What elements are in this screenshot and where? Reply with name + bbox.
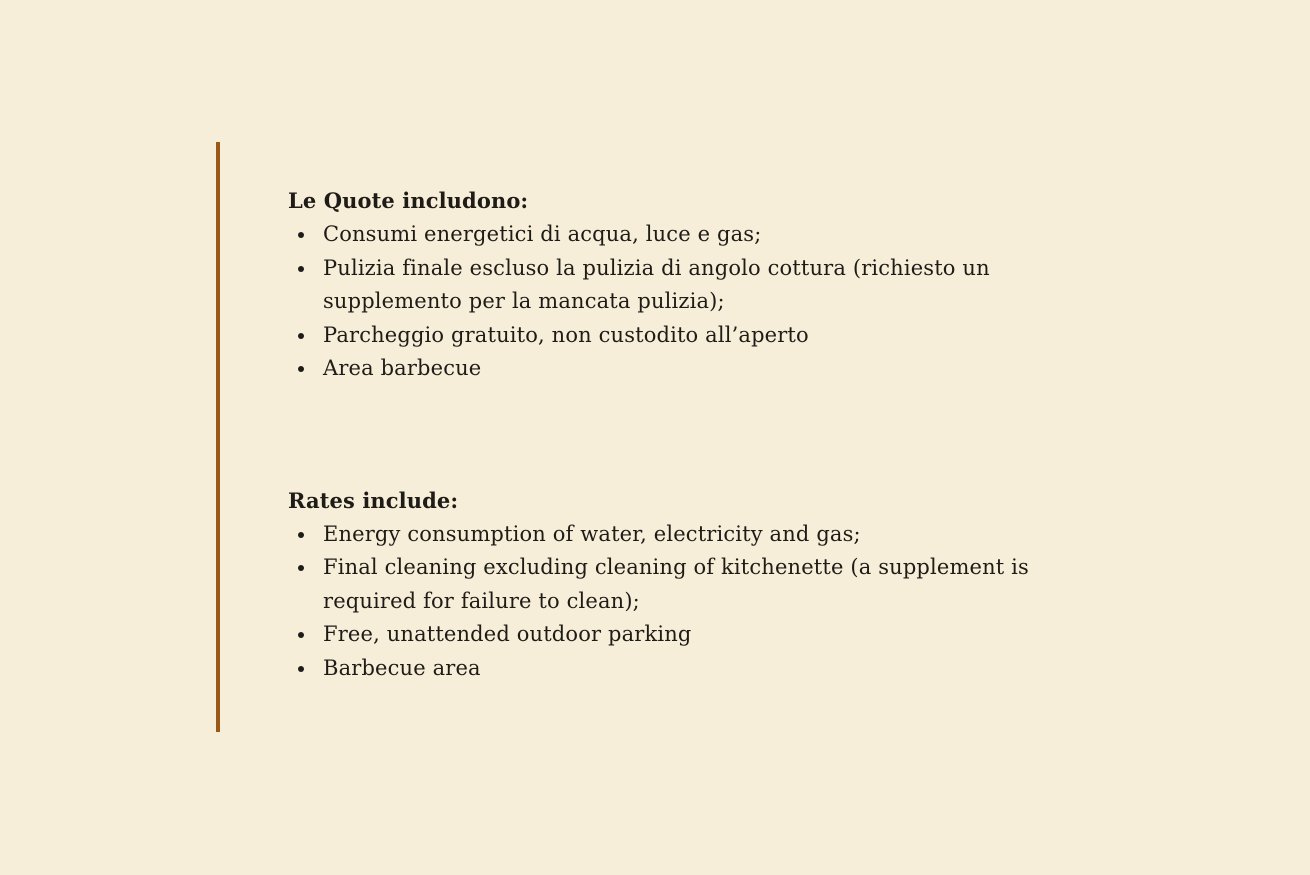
list-item: Final cleaning excluding cleaning of kitchenette (a supplement is required for failure to clean);: [288, 551, 1078, 618]
list-item: Pulizia finale escluso la pulizia di angolo cottura (richiesto un supplemento per la mancata pulizia);: [288, 252, 1023, 319]
list-item: Barbecue area: [288, 652, 1088, 686]
list-item: Energy consumption of water, electricity and gas;: [288, 518, 1088, 552]
list-item: Free, unattended outdoor parking: [288, 618, 1088, 652]
list-item: Area barbecue: [288, 352, 1088, 386]
list-item: Parcheggio gratuito, non custodito all’aperto: [288, 319, 1088, 353]
accent-bar: [216, 142, 220, 732]
italian-list: [288, 218, 1088, 386]
english-list: [288, 518, 1088, 686]
english-heading: Rates include:: [288, 487, 459, 513]
italian-heading: Le Quote includono:: [288, 188, 529, 213]
english-section: [288, 484, 1088, 686]
list-item: Consumi energetici di acqua, luce e gas;: [288, 218, 1088, 252]
italian-section: [288, 184, 1088, 386]
rates-content: [288, 184, 1088, 685]
